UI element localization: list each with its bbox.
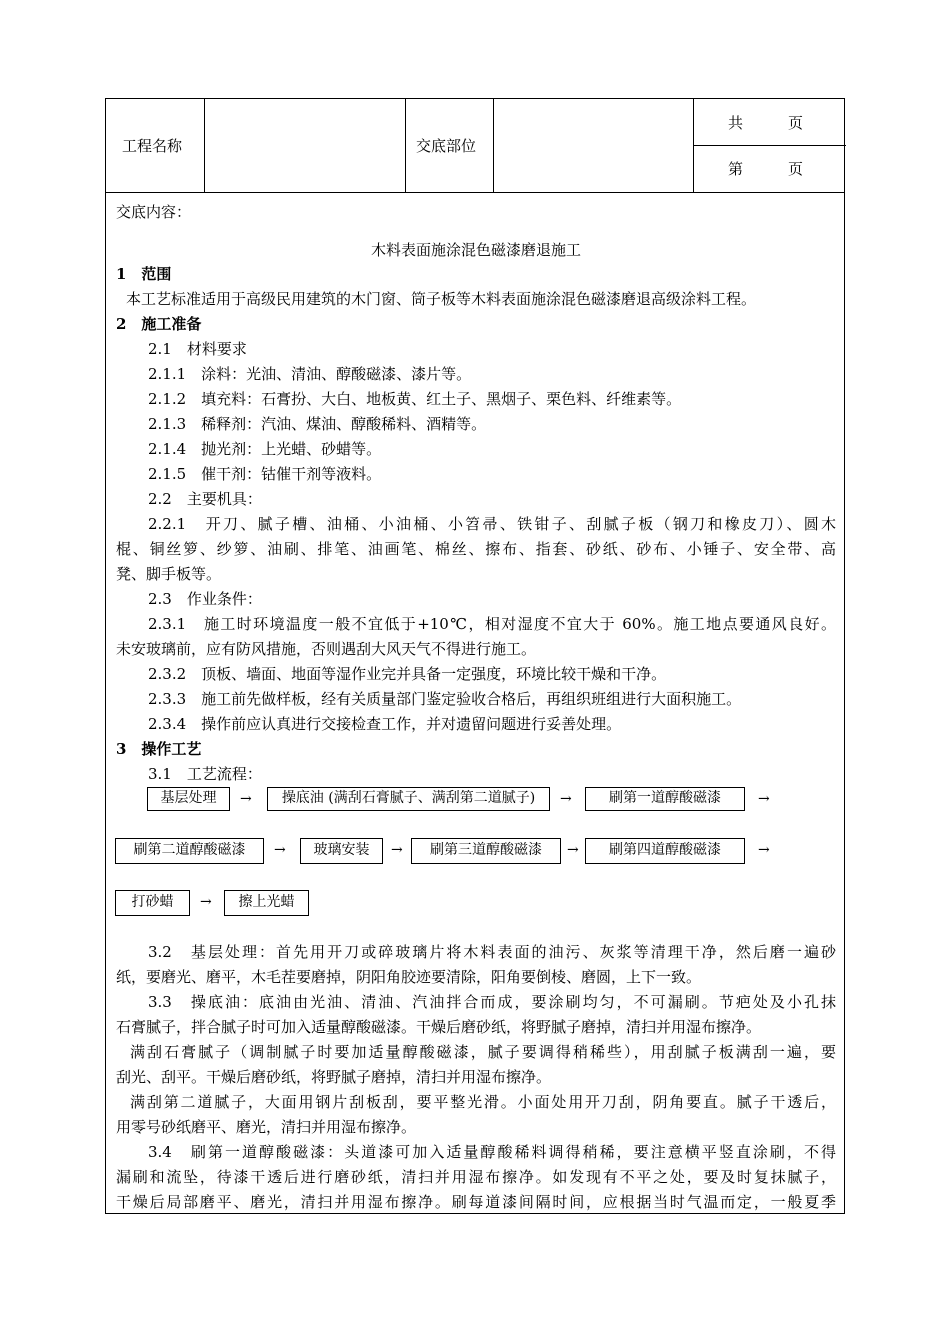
project-name-label: 工程名称 [122, 137, 183, 155]
paragraph: 2.1.3 稀释剂：汽油、煤油、醇酸稀料、酒精等。 [148, 415, 487, 433]
paragraph: 凳、脚手板等。 [116, 565, 222, 583]
subsection-heading: 2.3 作业条件： [148, 590, 262, 608]
paragraph: 满刮第二道腻子，大面用钢片刮板刮，要平整光滑。小面处用开刀刮，阴角要直。腻子干透后， [130, 1093, 836, 1111]
paragraph: 石膏腻子，拌合腻子时可加入适量醇酸磁漆。干燥后磨砂纸，将野腻子磨掉，清扫并用湿布擦净。 [116, 1018, 762, 1036]
flow-step: 刷第四道醇酸磁漆 [585, 838, 745, 864]
paragraph: 3.3 操底油：底油由光油、清油、汽油拌合而成，要涂刷均匀，不可漏刷。节疤处及小孔抹 [148, 993, 836, 1011]
paragraph: 满刮石膏腻子（调制腻子时要加适量醇酸磁漆，腻子要调得稍稀些），用刮腻子板满刮一遍，要 [130, 1043, 836, 1061]
flow-arrow: → [758, 791, 770, 807]
paragraph: 本工艺标准适用于高级民用建筑的木门窗、筒子板等木料表面施涂混色磁漆磨退高级涂料工程。 [126, 290, 757, 308]
flow-step: 擦上光蜡 [224, 890, 309, 916]
flow-step: 刷第三道醇酸磁漆 [411, 838, 561, 864]
page-number-label: 第 页 [728, 160, 804, 178]
flow-step: 打砂蜡 [115, 890, 190, 916]
paragraph: 2.3.3 施工前先做样板，经有关质量部门鉴定验收合格后，再组织班组进行大面积施工。 [148, 690, 742, 708]
subsection-heading: 3.1 工艺流程： [148, 765, 262, 783]
paragraph: 2.1.1 涂料：光油、清油、醇酸磁漆、漆片等。 [148, 365, 472, 383]
paragraph: 未安玻璃前，应有防风措施，否则遇刮大风天气不得进行施工。 [116, 640, 537, 658]
divider [405, 99, 406, 192]
subsection-heading: 2.2 主要机具： [148, 490, 262, 508]
paragraph: 用零号砂纸磨平、磨光，清扫并用湿布擦净。 [116, 1118, 417, 1136]
paragraph: 棍、铜丝箩、纱箩、油刷、排笔、油画笔、棉丝、擦布、指套、砂纸、砂布、小锤子、安全带、高 [116, 540, 836, 558]
section-heading: 1 范围 [116, 265, 172, 283]
section-heading: 2 施工准备 [116, 315, 202, 333]
divider [204, 99, 205, 192]
paragraph: 2.1.2 填充料：石膏扮、大白、地板黄、红土子、黑烟子、栗色料、纤维素等。 [148, 390, 682, 408]
divider [493, 99, 494, 192]
paragraph: 漏刷和流坠，待漆干透后进行磨砂纸，清扫并用湿布擦净。如发现有不平之处，要及时复抹腻子， [116, 1168, 836, 1186]
flow-arrow: → [391, 842, 403, 858]
flow-step: 刷第二道醇酸磁漆 [115, 838, 264, 864]
content-label: 交底内容： [116, 203, 192, 221]
total-pages-label: 共 页 [728, 114, 804, 132]
paragraph: 3.4 刷第一道醇酸磁漆：头道漆可加入适量醇酸稀料调得稍稀，要注意横平竖直涂刷，不得 [148, 1143, 836, 1161]
divider [693, 145, 846, 146]
flow-arrow: → [240, 791, 252, 807]
paragraph: 2.2.1 开刀、腻子槽、油桶、小油桶、小笤帚、铁钳子、刮腻子板（钢刀和橡皮刀）、圆木 [148, 515, 836, 533]
flow-step: 刷第一道醇酸磁漆 [585, 787, 745, 811]
location-label: 交底部位 [416, 137, 477, 155]
section-heading: 3 操作工艺 [116, 740, 202, 758]
subsection-heading: 2.1 材料要求 [148, 340, 247, 358]
paragraph: 纸，要磨光、磨平，木毛茬要磨掉，阴阳角胶迹要清除，阳角要倒棱、磨圆，上下一致。 [116, 968, 702, 986]
flow-arrow: → [567, 842, 579, 858]
flow-arrow: → [200, 894, 212, 910]
flow-arrow: → [758, 842, 770, 858]
paragraph: 2.3.4 操作前应认真进行交接检查工作，并对遗留问题进行妥善处理。 [148, 715, 622, 733]
paragraph: 2.3.2 顶板、墙面、地面等湿作业完并具备一定强度，环境比较干燥和干净。 [148, 665, 667, 683]
flow-arrow: → [560, 791, 572, 807]
paragraph: 刮光、刮平。干燥后磨砂纸，将野腻子磨掉，清扫并用湿布擦净。 [116, 1068, 552, 1086]
header-table [106, 99, 844, 193]
paragraph: 2.1.5 催干剂：钴催干剂等液料。 [148, 465, 382, 483]
flow-step: 玻璃安装 [300, 838, 383, 864]
paragraph: 2.1.4 抛光剂：上光蜡、砂蜡等。 [148, 440, 382, 458]
document-title: 木料表面施涂混色磁漆磨退施工 [370, 241, 581, 259]
paragraph: 2.3.1 施工时环境温度一般不宜低于+10℃，相对湿度不宜大于 60%。施工地点要通风良好。 [148, 615, 836, 633]
paragraph: 3.2 基层处理：首先用开刀或碎玻璃片将木料表面的油污、灰浆等清理干净，然后磨一遍砂 [148, 943, 836, 961]
flow-arrow: → [274, 842, 286, 858]
paragraph: 干燥后局部磨平、磨光，清扫并用湿布擦净。刷每道漆间隔时间，应根据当时气温而定，一般夏季 [116, 1193, 836, 1211]
document-frame [105, 98, 845, 1214]
flow-step: 操底油 (满刮石膏腻子、满刮第二道腻子) [267, 787, 550, 811]
flow-step: 基层处理 [147, 787, 230, 811]
